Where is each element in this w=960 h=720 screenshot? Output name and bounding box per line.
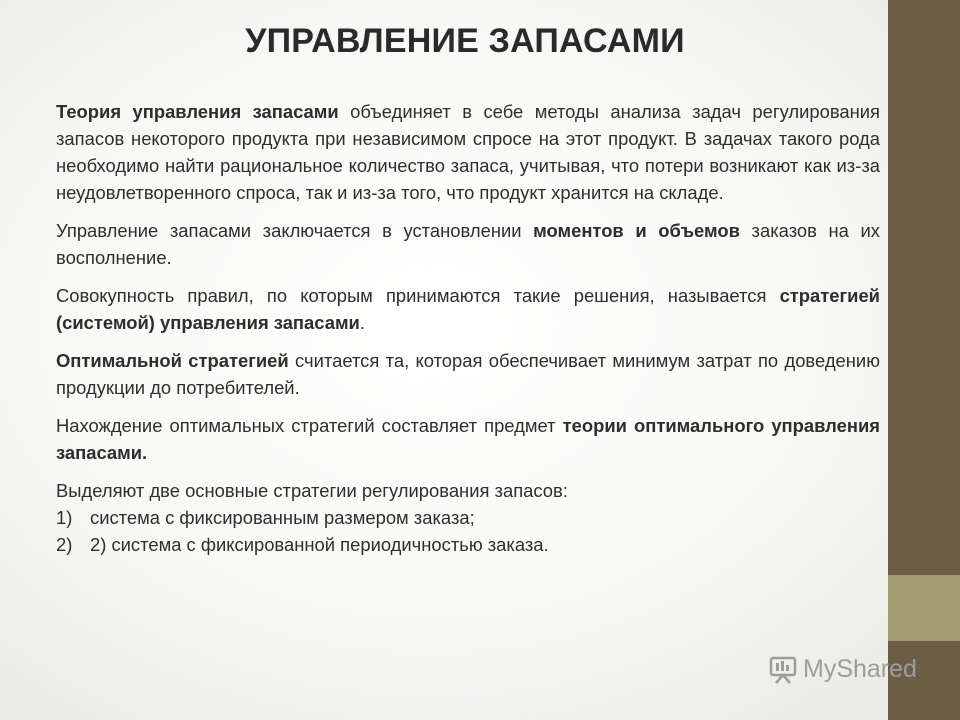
paragraph-3 <box>56 282 880 336</box>
list-item <box>56 504 880 531</box>
sidebar-light-band <box>888 575 960 641</box>
paragraph-3-text-a: Совокупность правил, по которым принимаются такие решения, называется <box>56 285 780 306</box>
paragraph-1-bold: Теория управления запасами <box>56 101 339 122</box>
paragraph-5 <box>56 412 880 466</box>
strategies-intro: Выделяют две основные стратегии регулирования запасов: <box>56 480 568 501</box>
list-item-text: система с фиксированным размером заказа; <box>90 507 475 528</box>
paragraph-2 <box>56 217 880 271</box>
watermark <box>768 655 917 684</box>
sidebar-dark-band <box>888 0 960 575</box>
paragraph-5-text: Нахождение оптимальных стратегий составляет предмет <box>56 415 563 436</box>
paragraph-2-text-b: заказов на их восполнение. <box>56 220 881 268</box>
slide-title: УПРАВЛЕНИЕ ЗАПАСАМИ <box>245 22 685 60</box>
paragraph-4 <box>56 347 880 401</box>
paragraph-5-bold: теории оптимального управления запасами. <box>56 415 880 463</box>
paragraph-4-bold: Оптимальной стратегией <box>56 350 289 371</box>
paragraph-3-bold: стратегией (системой) управления запасами <box>56 285 880 333</box>
presentation-board-icon <box>768 656 798 684</box>
paragraph-2-text-a: Управление запасами заключается в установлении <box>56 220 534 241</box>
paragraph-1 <box>56 98 880 206</box>
slide-body <box>56 98 880 558</box>
strategies-list <box>56 504 880 558</box>
paragraph-3-text-b: . <box>359 312 365 333</box>
paragraph-4-text: считается та, которая обеспечивает минимум затрат по доведению продукции до потребителей. <box>56 350 881 398</box>
list-item-text: 2) система с фиксированной периодичностью заказа. <box>90 534 549 555</box>
paragraph-1-text: объединяет в себе методы анализа задач регулирования запасов некоторого продукта при независимом спросе на этот продукт. В задачах такого рода необходимо найти рациональное количество запаса, учитывая, что потери возникают как из-за неудовлетворенного спроса, так и из-за того, что продукт хранится на складе. <box>56 101 880 203</box>
list-item <box>56 531 880 558</box>
watermark-text: MyShared <box>803 655 917 683</box>
list-item-number: 1) <box>56 507 73 528</box>
paragraph-2-bold: моментов и объемов <box>533 220 740 241</box>
list-item-number: 2) <box>56 534 73 555</box>
